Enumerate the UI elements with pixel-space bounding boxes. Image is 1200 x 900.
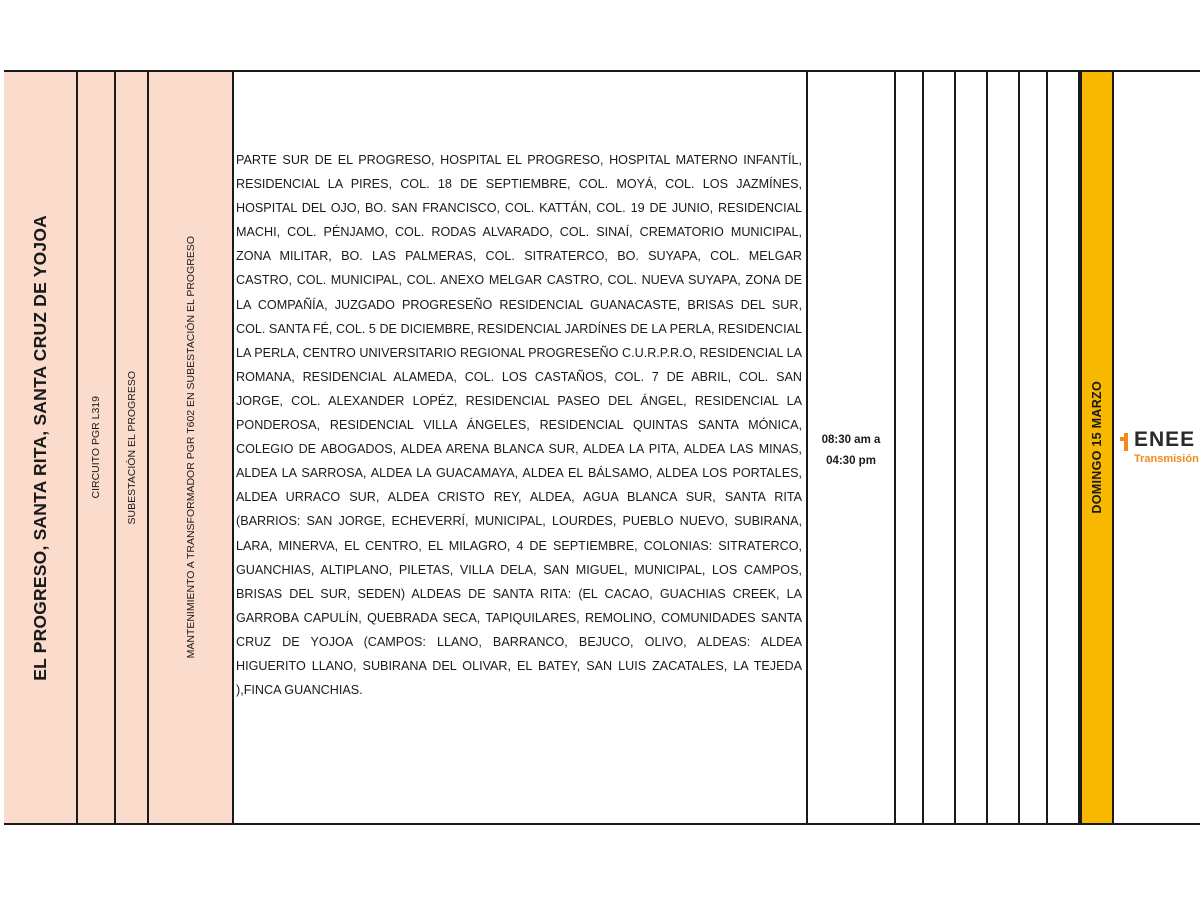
substation-label: SUBESTACIÓN EL PROGRESO (125, 370, 138, 525)
work-cell (149, 72, 234, 823)
zone-cell (4, 72, 78, 823)
work-description: MANTENIMIENTO A TRANSFORMADOR PGR T602 EN SUBESTACIÓN EL PROGRESO (184, 236, 197, 659)
empty-cell-6 (1048, 72, 1080, 823)
enee-logo (1118, 428, 1200, 468)
empty-cell-4 (988, 72, 1020, 823)
circuit-cell (78, 72, 116, 823)
date-cell (1080, 72, 1114, 823)
circuit-label: CIRCUITO PGR L319 (90, 396, 102, 499)
substation-cell (116, 72, 149, 823)
time-range: 08:30 am a 04:30 pm (821, 434, 881, 467)
empty-cell-1 (896, 72, 924, 823)
zone-label: EL PROGRESO, SANTA RITA, SANTA CRUZ DE YOJOA (29, 214, 50, 681)
logo-subtitle: Transmisión (1134, 453, 1199, 465)
enee-logo-mark-icon (1120, 431, 1130, 453)
logo-name: ENEE (1134, 428, 1196, 451)
empty-cell-5 (1020, 72, 1048, 823)
date-label: DOMINGO 15 MARZO (1090, 381, 1104, 514)
empty-cell-2 (924, 72, 956, 823)
affected-areas-text: PARTE SUR DE EL PROGRESO, HOSPITAL EL PROGRESO, HOSPITAL MATERNO INFANTÍL, RESIDENCIAL LA PIRES, COL. 18 DE SEPTIEMBRE, COL. MOYÁ, COL. LOS JAZMÍNES, HOSPITAL DEL OJO, BO. SAN FRANCISCO, COL. KATTÁN, COL. 19 DE JUNIO, RESIDENCIAL MACHI, COL. PÉNJAMO, COL. RODAS ALVARADO, COL. SINAÍ, CREMATORIO MUNICIPAL, ZONA MILITAR, BO. LAS PALMERAS, COL. SITRATERCO, BO. SUYAPA, COL. MELGAR CASTRO, COL. MUNICIPAL, COL. ANEXO MELGAR CASTRO, COL. NUEVA SUYAPA, ZONA DE LA COMPAÑÍA, JUZGADO PROGRESEÑO RESIDENCIAL GUANACASTE, BRISAS DEL SUR, COL. SANTA FÉ, COL. 5 DE DICIEMBRE, RESIDENCIAL JARDÍNES DE LA PERLA, RESIDENCIAL LA PERLA, CENTRO UNIVERSITARIO REGIONAL PROGRESEÑO C.U.R.P.R.O, RESIDENCIAL LA ROMANA, RESIDENCIAL ALAMEDA, COL. LOS CASTAÑOS, COL. 7 DE ABRIL, COL. SAN JORGE, COL. ALEXANDER LOPÉZ, RESIDENCIAL PASEO DEL ÁNGEL, RESIDENCIAL LA PONDEROSA, RESIDENCIAL VILLA ÁNGELES, RESIDENCIAL QUINTAS SANTA MÓNICA, COLEGIO DE ABOGADOS, ALDEA ARENA BLANCA SUR, ALDEA LA PITA, ALDEA LAS MINAS, ALDEA LA SARROSA, ALDEA LA GUACAMAYA, ALDEA EL BÁLSAMO, ALDEA LOS PORTALES, ALDEA URRACO SUR, ALDEA CRISTO REY, ALDEA, AGUA BLANCA SUR, SANTA RITA (BARRIOS: SAN JORGE, ECHEVERRÍ, MUNICIPAL, LOURDES, PUEBLO NUEVO, SUBIRANA, LARA, MINERVA, EL CENTRO, EL MILAGRO, 4 DE SEPTIEMBRE, COLONIAS: SITRATERCO, GUANCHIAS, ALTIPLANO, PILETAS, VILLA DELA, SAN MIGUEL, MUNICIPAL, LOS CAMPOS, BRISAS DEL SUR, SEDEN) ALDEAS DE SANTA RITA: (EL CACAO, GUACHIAS CREEK, LA GARROBA CAPULÍN, QUEBRADA SECA, TAPIQUILARES, REMOLINO, COMUNIDADES SANTA CRUZ DE YOJOA (CAMPOS: LLANO, BARRANCO, BEJUCO, OLIVO, ALDEAS: ALDEA HIGUERITO LLANO, SUBIRANA DEL OLIVAR, EL BATEY, SAN LUIS ZACATALES, LA TEJEDA ),FINCA GUANCHIAS. (236, 153, 802, 698)
empty-cell-3 (956, 72, 988, 823)
